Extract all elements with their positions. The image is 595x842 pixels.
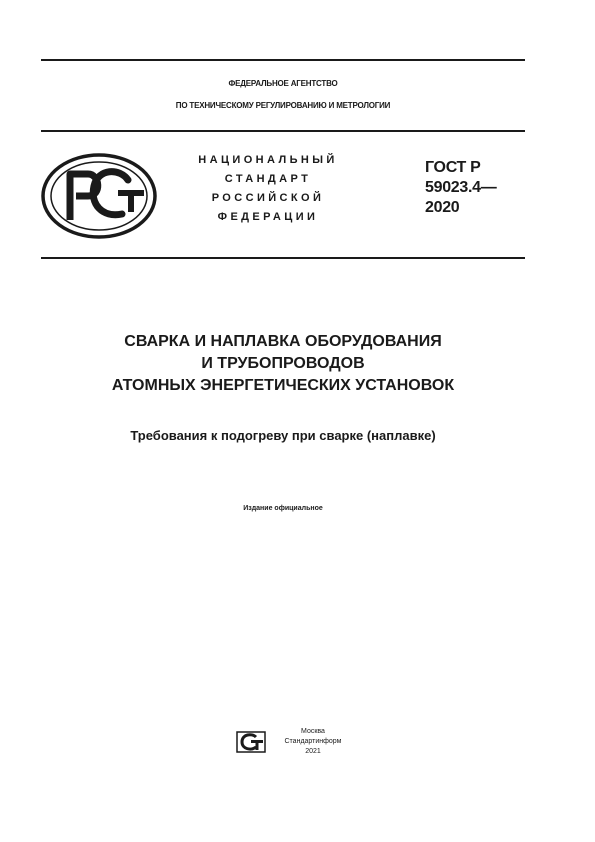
- imprint: [278, 727, 348, 757]
- national-line-3: РОССИЙСКОЙ: [211, 192, 325, 204]
- standard-code: [425, 158, 496, 218]
- imprint-year: 2021: [305, 748, 321, 755]
- national-line-1: НАЦИОНАЛЬНЫЙ: [198, 154, 338, 166]
- imprint-publisher: Стандартинформ: [284, 738, 342, 745]
- title-line-3: АТОМНЫХ ЭНЕРГЕТИЧЕСКИХ УСТАНОВОК: [111, 377, 455, 394]
- standard-code-year: 2020: [425, 199, 460, 216]
- gost-r-certification-mark-icon: [40, 152, 158, 240]
- standard-code-prefix: ГОСТ Р: [425, 159, 481, 176]
- middle-rule-lower: [41, 257, 525, 259]
- national-standard-label: [178, 151, 358, 227]
- imprint-city: Москва: [301, 728, 325, 735]
- edition-label: Издание официальное: [243, 505, 323, 512]
- document-subtitle: Требования к подогреву при сварке (наплавке): [130, 428, 436, 443]
- title-line-1: СВАРКА И НАПЛАВКА ОБОРУДОВАНИЯ: [124, 333, 442, 350]
- agency-line-2: ПО ТЕХНИЧЕСКОМУ РЕГУЛИРОВАНИЮ И МЕТРОЛОГИИ: [175, 101, 391, 110]
- agency-line-1: ФЕДЕРАЛЬНОЕ АГЕНТСТВО: [228, 79, 338, 88]
- title-line-2: И ТРУБОПРОВОДОВ: [201, 355, 365, 372]
- middle-rule-upper: [41, 130, 525, 132]
- national-line-4: ФЕДЕРАЦИИ: [217, 211, 319, 223]
- standartinform-logo-icon: [236, 731, 266, 753]
- standard-code-number: 59023.4—: [425, 179, 497, 196]
- document-title: [41, 331, 525, 397]
- top-rule: [41, 59, 525, 61]
- national-line-2: СТАНДАРТ: [224, 173, 312, 185]
